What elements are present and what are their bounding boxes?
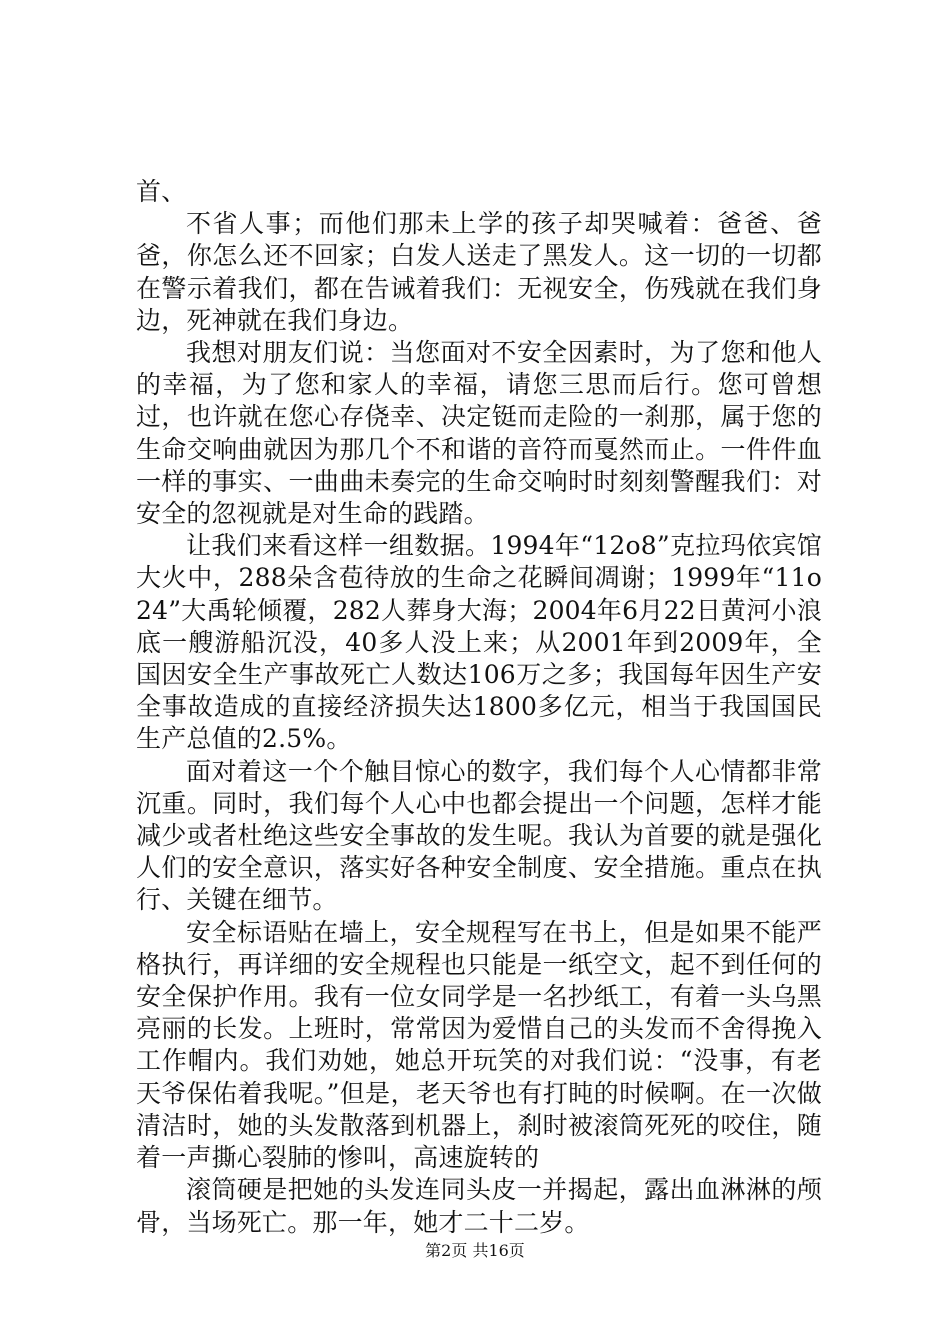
paragraph-2: 不省人事；而他们那未上学的孩子却哭喊着：爸爸、爸爸，你怎么还不回家；白发人送走了黑发人。这一切的一切都在警示着我们，都在告诫着我们：无视安全，伤残就在我们身边，死神就在我们身边。 [136, 209, 822, 335]
page-footer: 第2页 共16页 [425, 1241, 525, 1260]
paragraph-1: 首、 [136, 177, 187, 206]
paragraph-7: 滚筒硬是把她的头发连同头皮一并揭起，露出血淋淋的颅骨，当场死亡。那一年，她才二十二岁。 [136, 1175, 822, 1237]
paragraph-6: 安全标语贴在墙上，安全规程写在书上，但是如果不能严格执行，再详细的安全规程也只能是一纸空文，起不到任何的安全保护作用。我有一位女同学是一名抄纸工，有着一头乌黑亮丽的长发。上班时，常常因为爱惜自己的头发而不舍得挽入工作帽内。我们劝她，她总开玩笑的对我们说：“没事，有老天爷保佑着我呢。”但是，老天爷也有打盹的时候啊。在一次做清洁时，她的头发散落到机器上，刹时被滚筒死死的咬住，随着一声撕心裂肺的惨叫，高速旋转的 [136, 917, 822, 1173]
paragraph-4: 让我们来看这样一组数据。1994年“12o8”克拉玛依宾馆大火中，288朵含苞待放的生命之花瞬间凋谢；1999年“11o24”大禹轮倾覆，282人葬身大海；2004年6月22日黄河小浪底一艘游船沉没，40多人没上来；从2001年到2009年，全国因安全生产事故死亡人数达106万之多；我国每年因生产安全事故造成的直接经济损失达1800多亿元，相当于我国国民生产总值的2.5%。 [136, 531, 822, 754]
paragraph-3: 我想对朋友们说：当您面对不安全因素时，为了您和他人的幸福，为了您和家人的幸福，请您三思而后行。您可曾想过，也许就在您心存侥幸、决定铤而走险的一刹那，属于您的生命交响曲就因为那几个不和谐的音符而戛然而止。一件件血一样的事实、一曲曲未奏完的生命交响时时刻刻警醒我们：对安全的忽视就是对生命的践踏。 [136, 338, 822, 529]
document-body [136, 176, 822, 1239]
paragraph-5: 面对着这一个个触目惊心的数字，我们每个人心情都非常沉重。同时，我们每个人心中也都会提出一个问题，怎样才能减少或者杜绝这些安全事故的发生呢。我认为首要的就是强化人们的安全意识，落实好各种安全制度、安全措施。重点在执行、关键在细节。 [136, 756, 822, 915]
